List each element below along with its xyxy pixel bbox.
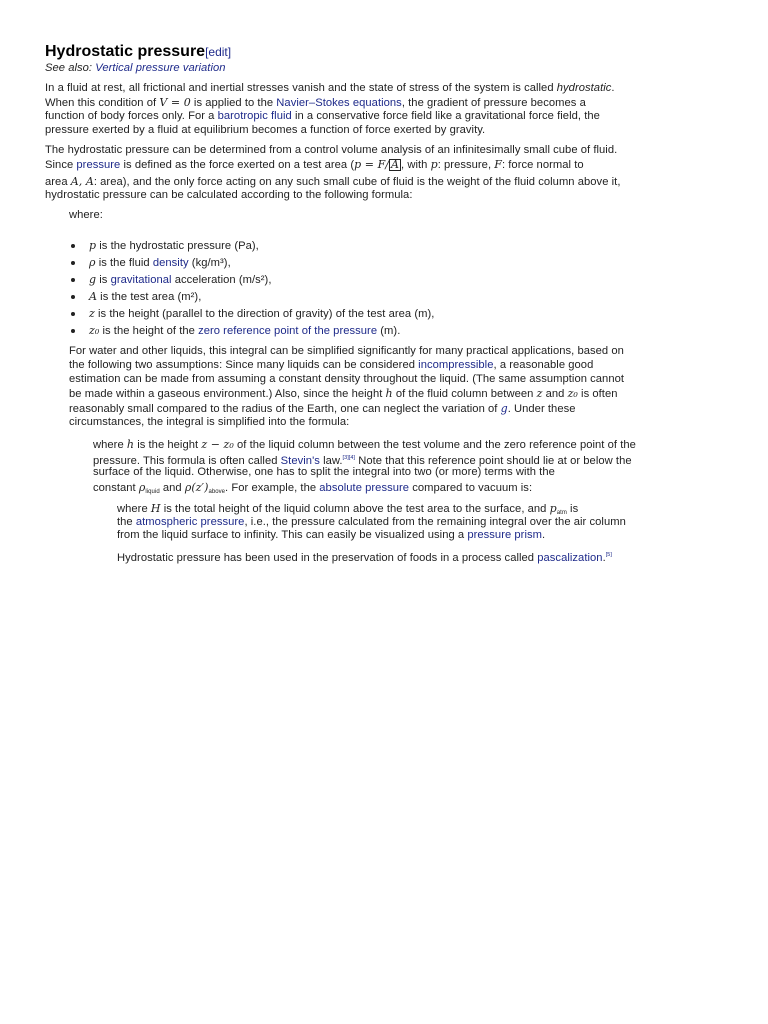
paragraph-2-line-1: The hydrostatic pressure can be determined from a control volume analysis of an infinitesimally small cube of fluid. bbox=[45, 144, 618, 156]
text-run: reasonably small compared to the radius of the Earth, one can neglect the variation of bbox=[69, 403, 501, 415]
math-expression: p bbox=[430, 158, 438, 171]
see-also-prefix: See also: bbox=[45, 62, 93, 74]
text-run: be made within a gaseous environment.) Also, since the height bbox=[69, 388, 386, 400]
text-run: compared to vacuum is: bbox=[409, 482, 533, 494]
text-run: When this condition of bbox=[45, 97, 160, 109]
section-title: Hydrostatic pressure bbox=[45, 43, 206, 60]
pressure-prism-link[interactable]: pressure prism bbox=[467, 529, 543, 541]
text-run: is often bbox=[577, 388, 618, 400]
text-run: is the hydrostatic pressure (Pa), bbox=[96, 240, 259, 252]
text-run: is the test area (m²), bbox=[97, 291, 202, 303]
paragraph-3-line-1: For water and other liquids, this integral can be simplified significantly for many practical applications, based on bbox=[69, 345, 624, 357]
text-run: is the fluid bbox=[95, 257, 153, 269]
paragraph-1-line-1 bbox=[45, 82, 615, 95]
paragraph-3-line-5 bbox=[69, 402, 576, 416]
math-expression: p = F/ bbox=[354, 158, 390, 171]
paragraph-1-line-2 bbox=[45, 96, 586, 110]
navier-stokes-link[interactable]: Navier–Stokes equations bbox=[276, 97, 402, 109]
math-symbol: p bbox=[549, 502, 557, 515]
text-run: (kg/m³), bbox=[188, 257, 231, 269]
text-run: , the gradient of pressure becomes a bbox=[401, 97, 586, 109]
bullet-dot bbox=[71, 244, 75, 248]
text-run: function of body forces only. For a bbox=[45, 110, 218, 122]
g-link[interactable]: g bbox=[500, 402, 508, 415]
paragraph-2-line-4: hydrostatic pressure can be calculated according to the following formula: bbox=[45, 189, 413, 201]
text-run: In a fluid at rest, all frictional and inertial stresses vanish and the state of stress of the system is called bbox=[45, 82, 557, 94]
text-run: area bbox=[45, 176, 71, 188]
bullet-dot bbox=[71, 278, 75, 282]
absolute-pressure-link[interactable]: absolute pressure bbox=[319, 482, 410, 494]
paragraph-3-line-4 bbox=[69, 387, 618, 401]
text-run: is the height (parallel to the direction of gravity) of the test area (m), bbox=[94, 308, 435, 320]
bullet-dot bbox=[71, 312, 75, 316]
incompressible-link[interactable]: incompressible bbox=[418, 359, 494, 371]
math-expression: F bbox=[494, 158, 502, 171]
text-run: is the total height of the liquid column above the test area to the surface, and bbox=[160, 503, 550, 515]
text-run: where bbox=[117, 503, 151, 515]
paragraph-4-line-3: surface of the liquid. Otherwise, one has to split the integral into two (or more) terms with the bbox=[93, 466, 555, 478]
paragraph-4-line-1 bbox=[93, 438, 636, 452]
math-symbol: g bbox=[89, 273, 97, 286]
math-expression: ρ(z′) bbox=[184, 481, 209, 494]
text-run: . bbox=[542, 529, 546, 541]
see-also-line bbox=[45, 62, 226, 75]
gravitational-link[interactable]: gravitational bbox=[110, 274, 172, 286]
paragraph-3-line-6: circumstances, the integral is simplified into the formula: bbox=[69, 416, 350, 428]
text-run: hydrostatic bbox=[556, 82, 612, 94]
math-expression: A bbox=[391, 158, 400, 171]
paragraph-1-line-4: pressure exerted by a fluid at equilibrium becomes a function of force exerted by gravity. bbox=[45, 124, 486, 136]
text-run: where bbox=[93, 439, 127, 451]
list-item bbox=[89, 256, 231, 270]
math-symbol: p bbox=[89, 239, 97, 252]
math-symbol: H bbox=[150, 502, 161, 515]
text-run: : area), and the only force acting on any such small cube of fluid is the weight of the fluid column above it, bbox=[93, 176, 621, 188]
text-run: and bbox=[542, 388, 568, 400]
paragraph-1-line-3 bbox=[45, 110, 600, 123]
text-run: and bbox=[159, 482, 185, 494]
atmospheric-pressure-link[interactable]: atmospheric pressure bbox=[135, 516, 245, 528]
text-run: Hydrostatic pressure has been used in the preservation of foods in a process called bbox=[117, 552, 538, 564]
text-run: is applied to the bbox=[190, 97, 277, 109]
paragraph-3-line-3: estimation can be made from assuming a constant density throughout the liquid. (The same assumption cannot bbox=[69, 373, 625, 385]
list-item bbox=[89, 290, 201, 304]
text-run: acceleration (m/s²), bbox=[171, 274, 272, 286]
text-run: of the fluid column between bbox=[392, 388, 537, 400]
paragraph-5-line-2 bbox=[117, 516, 626, 529]
bullet-dot bbox=[71, 295, 75, 299]
text-run: . Under these bbox=[507, 403, 576, 415]
math-symbol: h bbox=[126, 438, 135, 451]
list-item bbox=[89, 239, 259, 253]
text-run: the bbox=[117, 516, 136, 528]
text-run: . bbox=[602, 552, 606, 564]
text-run: is the height of the bbox=[99, 325, 199, 337]
text-run: from the liquid surface to infinity. This can easily be visualized using a bbox=[117, 529, 468, 541]
subscript: liquid bbox=[145, 489, 160, 495]
text-run: , a reasonable good bbox=[493, 359, 594, 371]
subscript: atm bbox=[556, 510, 567, 516]
paragraph-3-line-2 bbox=[69, 359, 593, 372]
text-run: of the liquid column between the test volume and the zero reference point of the bbox=[233, 439, 636, 451]
text-run: Note that this reference point should lie at or below the bbox=[355, 455, 632, 467]
paragraph-2-line-3 bbox=[45, 175, 620, 189]
math-symbol: A bbox=[89, 290, 97, 303]
pascalization-link[interactable]: pascalization bbox=[537, 552, 603, 564]
text-run: (m). bbox=[377, 325, 401, 337]
text-run: : pressure, bbox=[437, 159, 495, 171]
density-link[interactable]: density bbox=[152, 257, 189, 269]
paragraph-5-line-3 bbox=[117, 529, 545, 542]
text-run: , with bbox=[401, 159, 431, 171]
stevins-law-link[interactable]: Stevin's bbox=[280, 455, 320, 467]
text-run: : force normal to bbox=[501, 159, 584, 171]
list-item bbox=[89, 324, 400, 338]
see-also-link[interactable]: Vertical pressure variation bbox=[95, 62, 226, 74]
barotropic-fluid-link[interactable]: barotropic fluid bbox=[217, 110, 292, 122]
pressure-link[interactable]: pressure bbox=[76, 159, 121, 171]
list-item bbox=[89, 273, 271, 287]
math-symbol: z₀ bbox=[89, 324, 100, 337]
zero-reference-link[interactable]: zero reference point of the pressure bbox=[198, 325, 378, 337]
subscript: above bbox=[208, 489, 226, 495]
section-heading bbox=[45, 43, 231, 61]
text-run: the following two assumptions: Since many liquids can be considered bbox=[69, 359, 419, 371]
text-run: law. bbox=[319, 455, 343, 467]
where-label: where: bbox=[69, 209, 103, 221]
paragraph-2-line-2 bbox=[45, 158, 584, 172]
text-run: . bbox=[611, 82, 615, 94]
text-run: is bbox=[566, 503, 579, 515]
math-symbol: z₀ bbox=[567, 387, 578, 400]
bullet-dot bbox=[71, 261, 75, 265]
text-run: is defined as the force exerted on a test area ( bbox=[120, 159, 355, 171]
text-run: is the height bbox=[134, 439, 202, 451]
math-symbol: ρ bbox=[138, 481, 146, 494]
math-symbol: ρ bbox=[89, 256, 96, 269]
math-expression: z − z₀ bbox=[201, 438, 234, 451]
text-run: pressure. This formula is often called bbox=[93, 455, 281, 467]
text-run: . For example, the bbox=[225, 482, 320, 494]
text-run: in a conservative force field like a gravitational force field, the bbox=[291, 110, 600, 122]
paragraph-6 bbox=[117, 549, 612, 565]
paragraph-4-line-4 bbox=[93, 481, 532, 499]
math-expression: A, A bbox=[70, 175, 94, 188]
citation-3-4[interactable]: [3][4] bbox=[342, 455, 356, 461]
text-run: is bbox=[96, 274, 111, 286]
text-run: , i.e., the pressure calculated from the remaining integral over the air column bbox=[244, 516, 626, 528]
text-run: constant bbox=[93, 482, 139, 494]
math-symbol: z bbox=[536, 387, 543, 400]
citation-5[interactable]: [5] bbox=[605, 552, 612, 558]
edit-link[interactable]: [edit] bbox=[205, 45, 232, 59]
math-symbol: z bbox=[89, 307, 95, 320]
bullet-dot bbox=[71, 329, 75, 333]
math-symbol: h bbox=[385, 387, 393, 400]
text-run: Since bbox=[45, 159, 77, 171]
math-expression: V = 0 bbox=[159, 96, 191, 109]
list-item bbox=[89, 307, 434, 321]
